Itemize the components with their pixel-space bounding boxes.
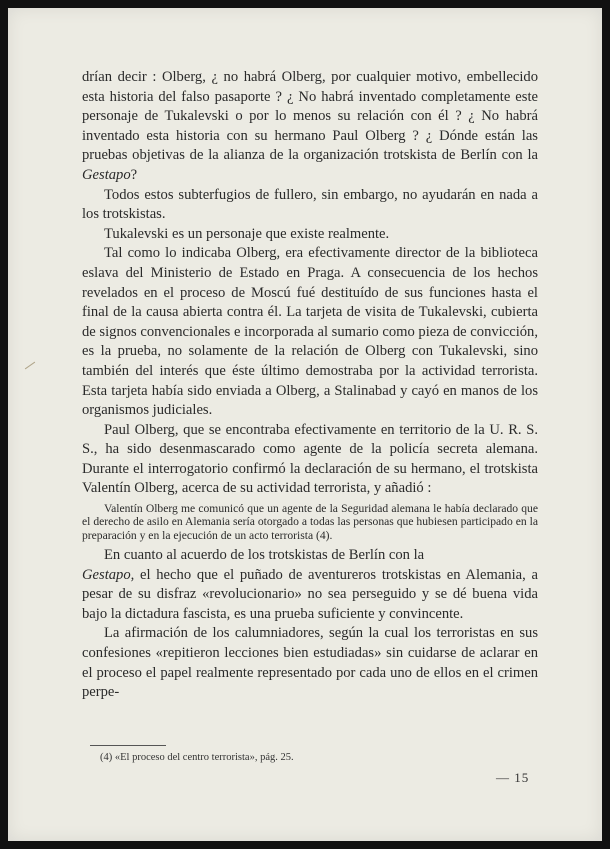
page	[8, 8, 602, 841]
italic-gestapo-2: Gestapo,	[82, 566, 135, 583]
paragraph-6: En cuanto al acuerdo de los trotskistas de Berlín con la Gestapo, el hecho que el puñado de aventureros trotskistas en Alemania, a pesar de su disfraz «revolucionario» no sea perseguido y se dé buena vida bajo la dictadura fascista, es una prueba suficiente y convincente.	[82, 546, 538, 622]
page-number: — 15	[496, 770, 530, 785]
footnote-rule	[90, 745, 166, 746]
block-quote: Valentín Olberg me comunicó que un agente de la Seguridad alemana le había declarado que el derecho de asilo en Alemania sería otorgado a todas las personas que hubiesen participado en la preparación y en la ejecución de un acto terrorista (4).	[82, 502, 538, 542]
paragraph-1: drían decir : Olberg, ¿ no habrá Olberg, por cualquier motivo, embellecido esta historia del falso pasaporte ? ¿ No habrá inventado completamente este personaje de Tukalevski o por lo menos su relación con él ? ¿ No habrá inventado esta historia con su hermano Paul Olberg ? ¿ Dónde están las pruebas objetivas de la alianza de la organización trotskista de Berlín con la Gestapo?	[82, 69, 538, 183]
footnote: (4) «El proceso del centro terrorista», pág. 25.	[100, 752, 294, 763]
paragraph-4: Tal como lo indicaba Olberg, era efectivamente director de la biblioteca eslava del Ministerio de Estado en Praga. A consecuencia de los hechos revelados en el proceso de Moscú fué destituído de sus funciones hasta el final de la causa abierta contra él. La tarjeta de visita de Tukalevski, cubierta de signos convencionales e incorporada al sumario como pieza de convicción, es la prueba, no solamente de la relación de Olberg con Tukalevski, sino también del interés que éste último demostraba por la actividad terrorista. Esta tarjeta había sido enviada a Olberg, a Stalinabad y cayó en manos de los organismos judiciales.	[82, 245, 538, 419]
paragraph-2: Todos estos subterfugios de fullero, sin embargo, no ayudarán en nada a los trotskistas.	[82, 186, 538, 223]
margin-mark	[25, 362, 35, 370]
italic-gestapo: Gestapo	[82, 166, 131, 183]
body-text	[82, 68, 538, 703]
paragraph-7: La afirmación de los calumniadores, según la cual los terroristas en sus confesiones «repitieron lecciones bien estudiadas» sin cuidarse de aclarar en el proceso el papel realmente representado por cada uno de ellos en el crimen perpe-	[82, 625, 538, 701]
paragraph-5: Paul Olberg, que se encontraba efectivamente en territorio de la U. R. S. S., ha sido desenmascarado como agente de la policía secreta alemana. Durante el interrogatorio confirmó la declaración de su hermano, el trotskista Valentín Olberg, acerca de su actividad terrorista, y añadió :	[82, 421, 538, 497]
paragraph-3: Tukalevski es un personaje que existe realmente.	[104, 225, 390, 242]
